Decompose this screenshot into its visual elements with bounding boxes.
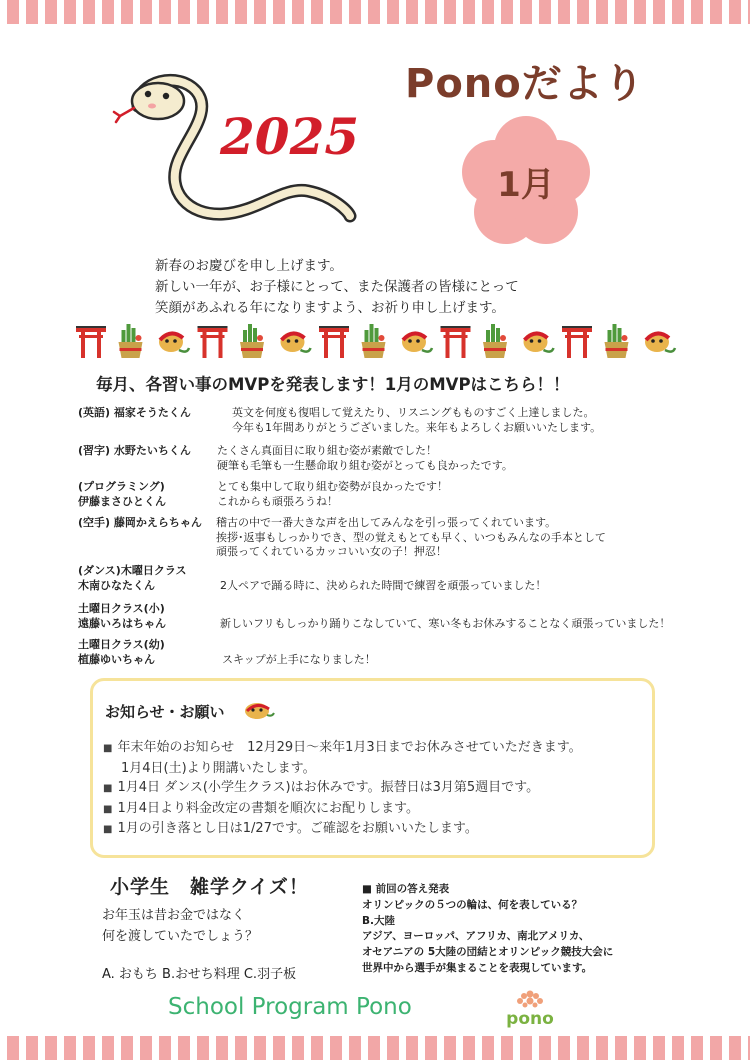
notice-text: 1月4日より料金改定の書類を順次にお配りします。	[117, 800, 419, 816]
answer-question: オリンピックの５つの輪は、何を表している？	[362, 898, 583, 911]
mvp-heading: 毎月、各習い事のMVPを発表します！1月のMVPはこちら！！	[96, 375, 570, 394]
new-year-greeting	[155, 256, 519, 319]
previous-answer	[362, 882, 692, 977]
kadomatsu-icon	[483, 324, 507, 358]
answer-line: オセアニアの 5大陸の団結とオリンピック競技大会に	[362, 946, 614, 959]
torii-icon	[441, 326, 471, 358]
mvp-comment: 稽古の中で一番大きな声を出してみんなを引っ張ってくれています。 挨拶･返事もしっかりでき、型の覚えもとても早く、いつもみんなの手本として 頑張ってくれているカッコいい女の子！押忍！	[216, 516, 606, 558]
answer-line: アジア、ヨーロッパ、アフリカ、南北アメリカ、	[362, 930, 590, 943]
mvp-comment: とても集中して取り組む姿勢が良かったです！ これからも頑張ろうね！	[217, 480, 448, 508]
shishimai-icon	[524, 332, 554, 352]
new-year-decoration-row	[72, 322, 682, 362]
notice-list	[103, 738, 648, 840]
mvp-comment: スキップが上手になりました！	[222, 652, 376, 666]
torii-icon	[319, 326, 349, 358]
kadomatsu-icon	[605, 324, 629, 358]
shishimai-icon	[645, 332, 675, 352]
newsletter-title: Ponoだより	[405, 61, 645, 107]
mvp-name: (プログラミング) 伊藤まさひとくん	[78, 480, 166, 508]
mvp-name: 土曜日クラス(幼) 植藤ゆいちゃん	[78, 638, 165, 666]
mvp-comment: たくさん真面目に取り組む姿が素敵でした！ 硬筆も毛筆も一生懸命取り組む姿がとっても良かったです。	[217, 444, 513, 472]
notice-title: お知らせ・お願い	[105, 703, 225, 721]
notice-item	[103, 799, 648, 820]
shishimai-icon	[281, 332, 311, 352]
answer-heading: ■ 前回の答え発表	[362, 883, 450, 895]
notice-text: 1月の引き落とし日は1/27です。ご確認をお願いいたします。	[117, 821, 478, 836]
square-bullet-icon: ■	[103, 783, 113, 794]
torii-icon	[562, 326, 592, 358]
mvp-comment: 英文を何度も復唱して覚えたり、リスニングもものすごく上達しました。 今年も1年間ありがとうございました。来年もよろしくお願いいたします。	[232, 406, 602, 434]
square-bullet-icon: ■	[103, 743, 113, 754]
bottom-stripe-border	[0, 1036, 750, 1060]
greeting-line: 笑顔があふれる年になりますよう、お祈り申し上げます。	[155, 300, 505, 316]
kadomatsu-icon	[240, 324, 264, 358]
shishimai-icon	[402, 332, 432, 352]
kadomatsu-icon	[119, 324, 143, 358]
notice-box	[90, 678, 655, 858]
answer-line: 世界中から選手が集まることを表現しています。	[362, 961, 593, 974]
mvp-name: (英語) 福家そうたくん	[78, 406, 191, 419]
greeting-line: 新春のお慶びを申し上げます。	[155, 258, 343, 274]
shishimai-icon	[159, 332, 189, 352]
snake-2025-illustration	[108, 66, 378, 238]
shishimai-icon	[241, 699, 275, 721]
notice-item	[103, 778, 648, 799]
notice-text: 年末年始のお知らせ 12月29日～来年1月3日までお休みさせていただきます。	[117, 740, 582, 755]
greeting-line: 新しい一年が、お子様にとって、また保護者の皆様にとって	[155, 279, 519, 295]
mvp-name: 土曜日クラス(小) 遠藤いろはちゃん	[78, 602, 166, 630]
mvp-comment: 2人ペアで踊る時に、決められた時間で練習を頑張っていました！	[220, 578, 547, 592]
mvp-name: (空手) 藤岡かえらちゃん	[78, 516, 202, 529]
month-flower-badge	[456, 112, 596, 252]
mvp-name: (ダンス)木曜日クラス 木南ひなたくん	[78, 564, 187, 592]
month-label: 1月	[497, 165, 555, 205]
square-bullet-icon: ■	[103, 824, 113, 835]
top-stripe-border	[0, 0, 750, 24]
quiz-title: 小学生 雑学クイズ！	[110, 876, 309, 898]
quiz-options: A. おもち B.おせち料理 C.羽子板	[102, 967, 297, 982]
kadomatsu-icon	[362, 324, 386, 358]
torii-icon	[198, 326, 228, 358]
notice-text: 1月4日 ダンス(小学生クラス)はお休みです。振替日は3月第5週目です。	[117, 780, 540, 795]
pono-logo	[494, 984, 566, 1030]
notice-item	[103, 819, 648, 840]
answer-choice: B.大陸	[362, 914, 395, 927]
footer-brand: School Program Pono	[168, 994, 412, 1020]
mvp-name: (習字) 水野たいちくん	[78, 444, 191, 457]
logo-text: pono	[506, 1009, 554, 1029]
year-2025-text: 2025	[220, 107, 360, 166]
mvp-comment: 新しいフリもしっかり踊りこなしていて、寒い冬もお休みすることなく頑張っていました！	[220, 616, 671, 630]
torii-icon	[76, 326, 106, 358]
quiz-question: お年玉は昔お金ではなく 何を渡していたでしょう？	[102, 908, 259, 944]
notice-item	[103, 738, 648, 778]
notice-continuation: 1月4日(土)より開講いたします。	[121, 760, 316, 776]
square-bullet-icon: ■	[103, 803, 113, 815]
